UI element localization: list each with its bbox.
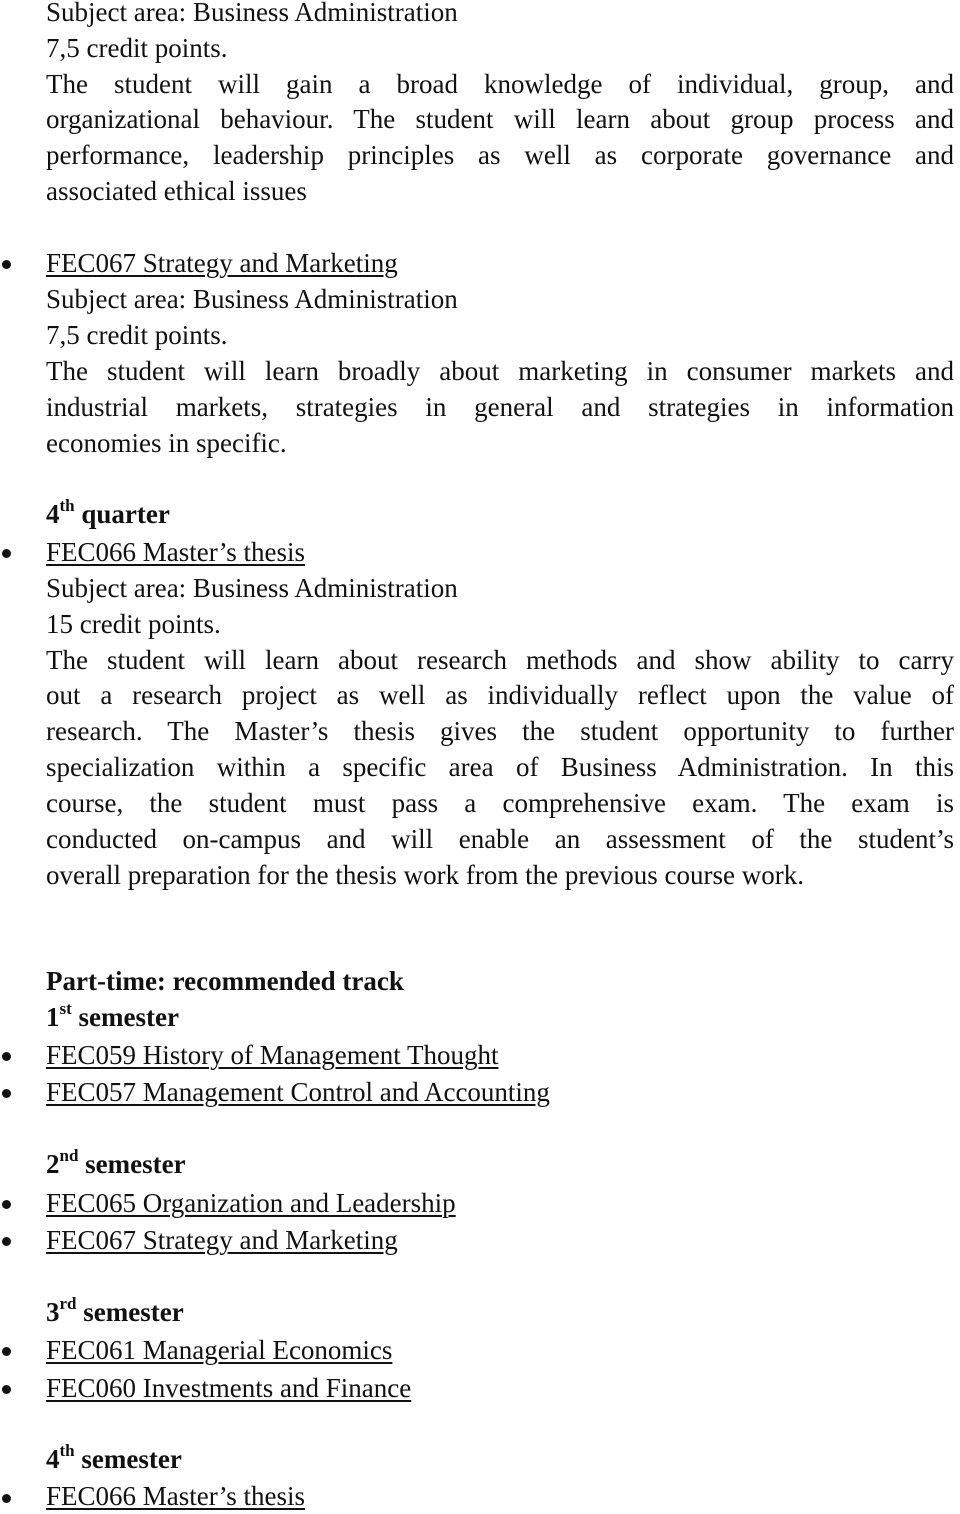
course-description-line: overall preparation for the thesis work from the previous course work. bbox=[46, 860, 805, 890]
course-description-line: course, the student must pass a comprehensive exam. The exam is bbox=[46, 788, 954, 818]
credit-points-line: 7,5 credit points. bbox=[46, 33, 228, 63]
course-link-fec061[interactable]: FEC061 Managerial Economics bbox=[46, 1335, 393, 1365]
course-description-line: conducted on-campus and will enable an assessment of the student’s bbox=[46, 824, 954, 854]
bullet-icon bbox=[2, 1200, 11, 1209]
bullet-icon bbox=[2, 260, 11, 269]
course-link-fec067[interactable]: FEC067 Strategy and Marketing bbox=[46, 248, 398, 278]
quarter-heading: 4th quarter bbox=[46, 496, 170, 529]
bullet-icon bbox=[2, 1237, 11, 1246]
semester-heading: 2nd semester bbox=[46, 1146, 186, 1179]
bullet-icon bbox=[2, 1052, 11, 1061]
course-description-line: research. The Master’s thesis gives the student opportunity to further bbox=[46, 716, 954, 746]
bullet-icon bbox=[2, 1089, 11, 1098]
subject-area-line: Subject area: Business Administration bbox=[46, 0, 458, 27]
course-description-line: associated ethical issues bbox=[46, 176, 307, 206]
semester-heading: 1st semester bbox=[46, 999, 179, 1032]
semester-heading: 4th semester bbox=[46, 1441, 182, 1474]
course-description-line: industrial markets, strategies in general and strategies in information bbox=[46, 392, 954, 422]
course-link-fec065[interactable]: FEC065 Organization and Leadership bbox=[46, 1188, 456, 1218]
course-description-line: economies in specific. bbox=[46, 428, 287, 458]
course-description-line: performance, leadership principles as well as corporate governance and bbox=[46, 140, 954, 170]
course-link-fec067[interactable]: FEC067 Strategy and Marketing bbox=[46, 1225, 398, 1255]
course-description-line: The student will learn broadly about marketing in consumer markets and bbox=[46, 356, 954, 386]
course-description-line: out a research project as well as individually reflect upon the value of bbox=[46, 680, 954, 710]
course-description-line: The student will gain a broad knowledge of individual, group, and bbox=[46, 69, 954, 99]
credit-points-line: 15 credit points. bbox=[46, 609, 221, 639]
course-link-fec066[interactable]: FEC066 Master’s thesis bbox=[46, 1481, 306, 1511]
bullet-icon bbox=[2, 1494, 11, 1503]
course-link-fec059[interactable]: FEC059 History of Management Thought bbox=[46, 1040, 499, 1070]
course-description-line: organizational behaviour. The student will learn about group process and bbox=[46, 104, 954, 134]
course-link-fec057[interactable]: FEC057 Management Control and Accounting bbox=[46, 1077, 550, 1107]
semester-heading: 3rd semester bbox=[46, 1294, 184, 1327]
course-link-fec060[interactable]: FEC060 Investments and Finance bbox=[46, 1373, 412, 1403]
bullet-icon bbox=[2, 1385, 11, 1394]
credit-points-line: 7,5 credit points. bbox=[46, 320, 228, 350]
subject-area-line: Subject area: Business Administration bbox=[46, 284, 458, 314]
bullet-icon bbox=[2, 1347, 11, 1356]
course-link-fec066[interactable]: FEC066 Master’s thesis bbox=[46, 537, 306, 567]
bullet-icon bbox=[2, 549, 11, 558]
course-description-line: The student will learn about research methods and show ability to carry bbox=[46, 645, 954, 675]
subject-area-line: Subject area: Business Administration bbox=[46, 573, 458, 603]
part-time-heading: Part-time: recommended track bbox=[46, 966, 404, 996]
course-description-line: specialization within a specific area of Business Administration. In this bbox=[46, 752, 954, 782]
